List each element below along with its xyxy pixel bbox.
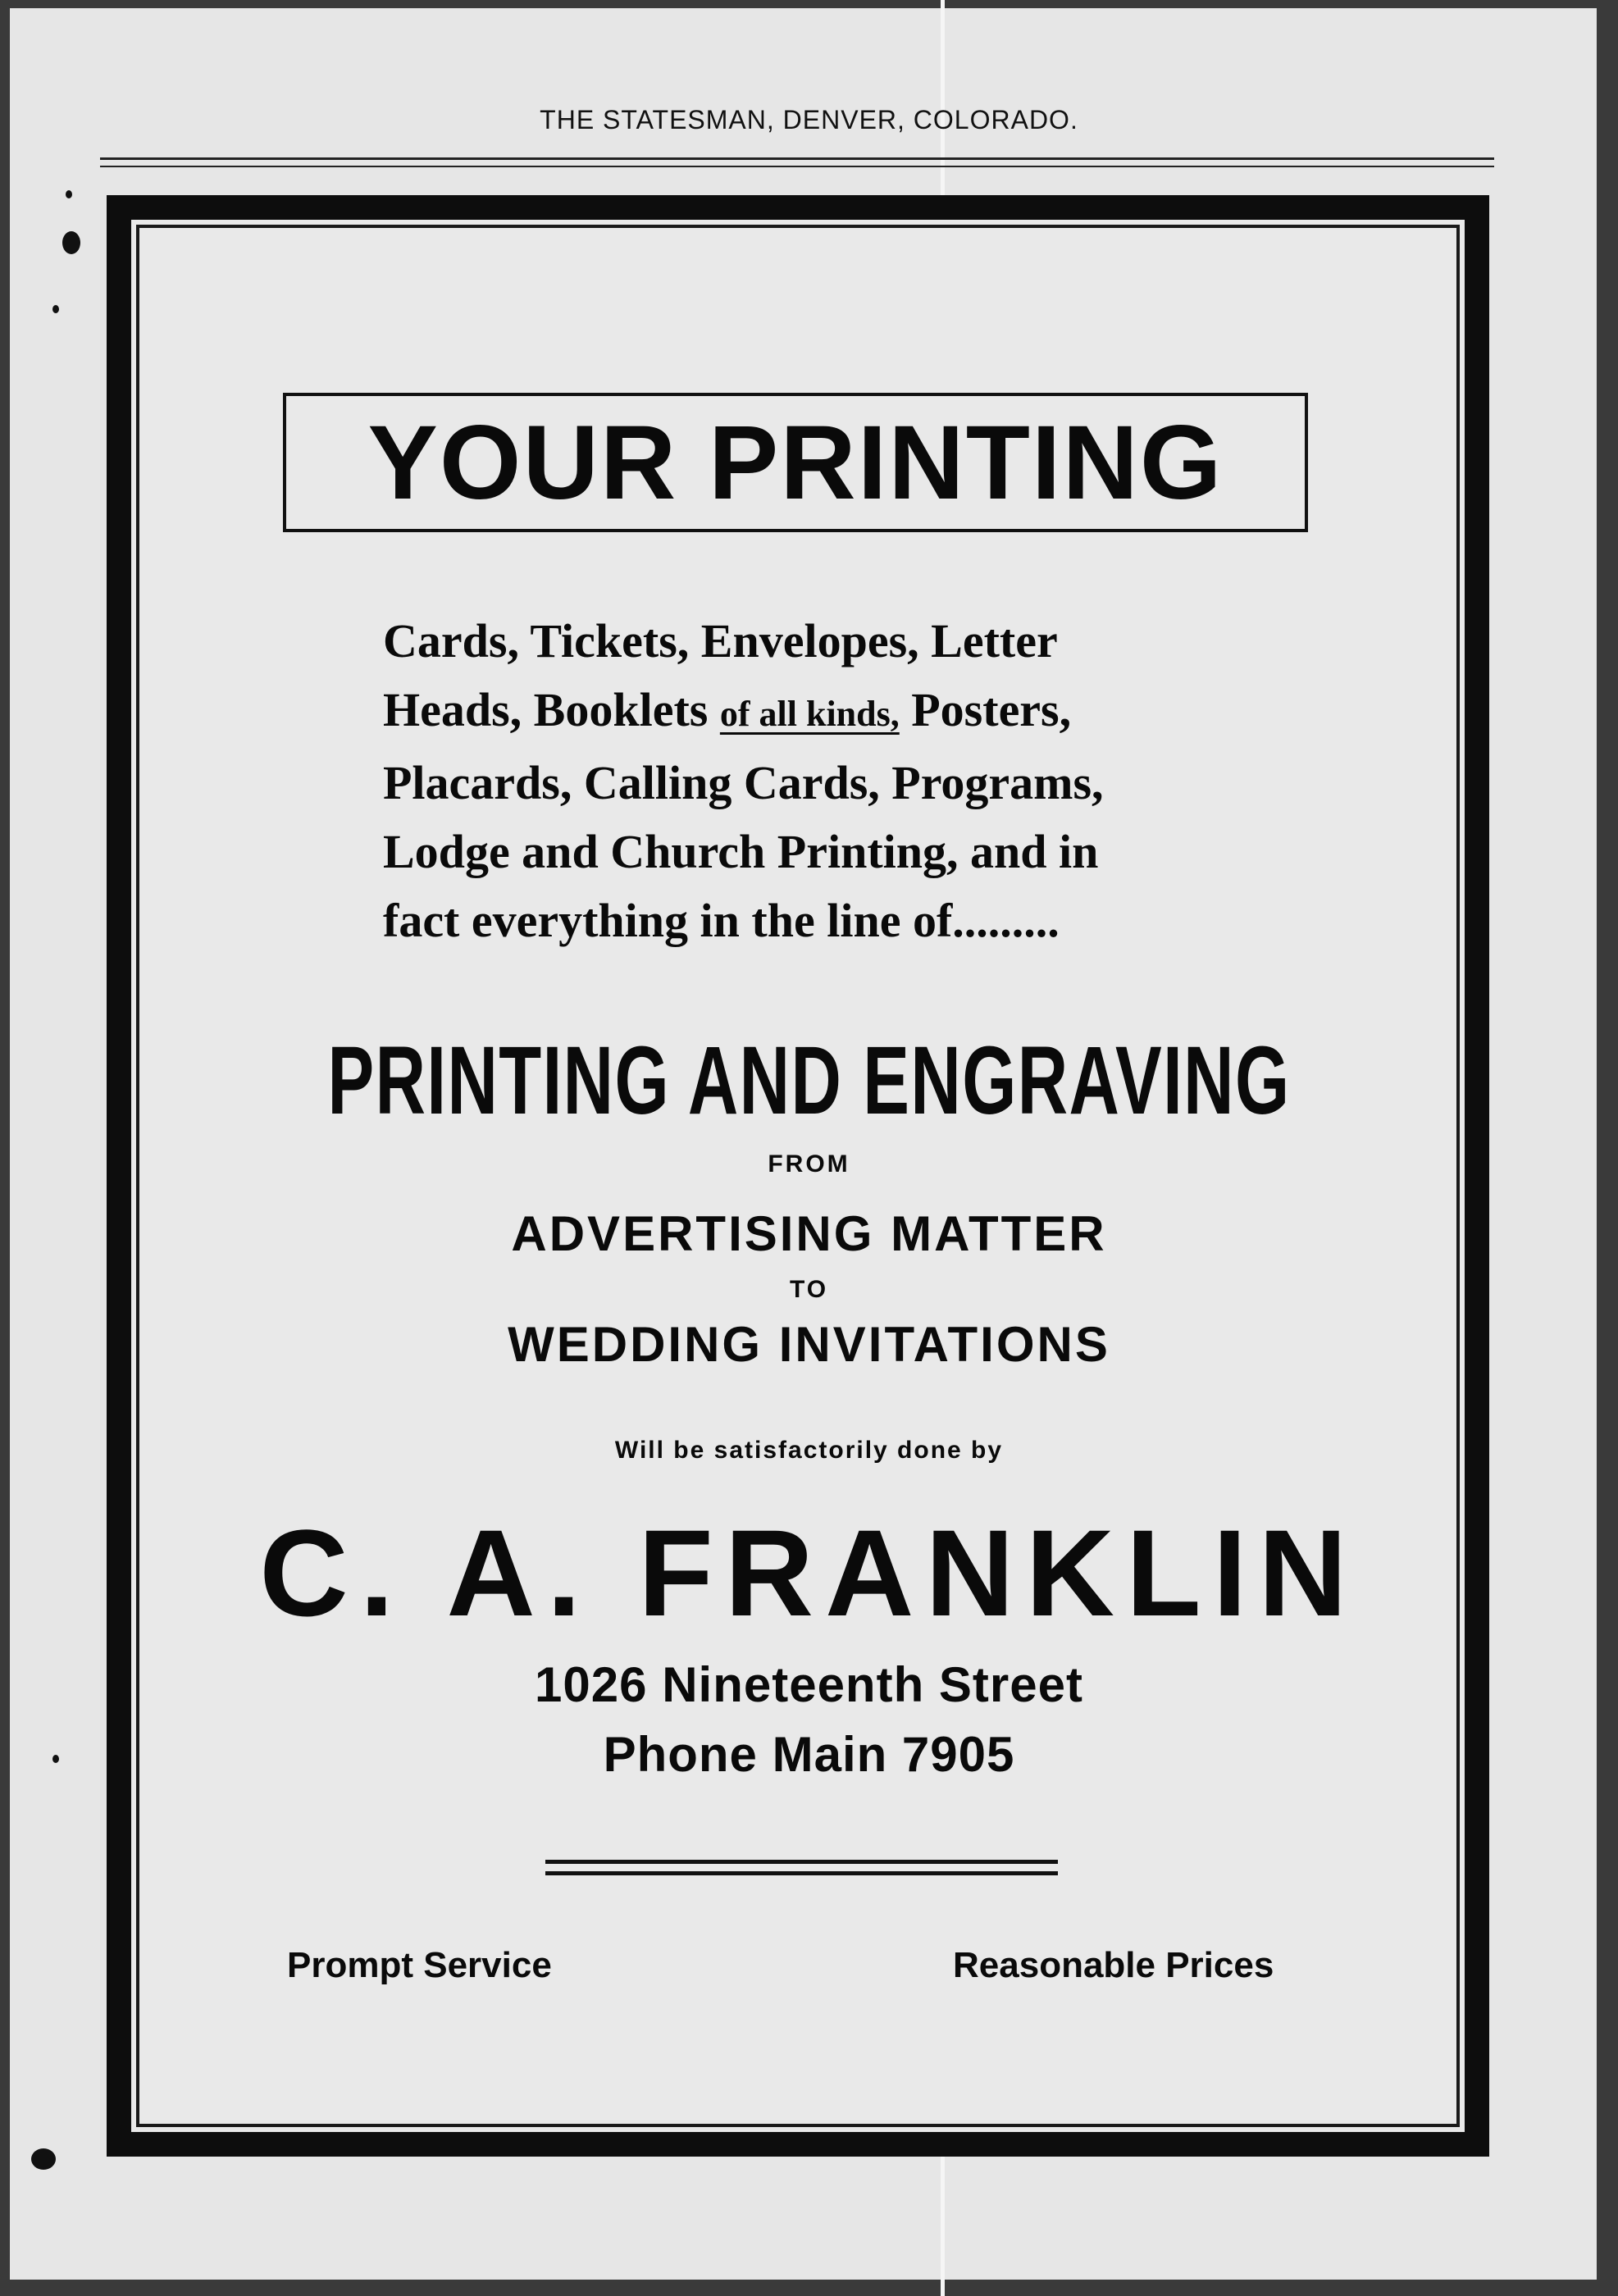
ink-speck: [52, 305, 59, 313]
services-line-2b: Posters,: [911, 683, 1072, 736]
footer-reasonable-prices: Reasonable Prices: [953, 1945, 1274, 1985]
business-name: C. A. FRANKLIN: [259, 1504, 1359, 1642]
ink-speck: [31, 2148, 56, 2170]
divider-rule-top: [545, 1860, 1058, 1864]
range-end: WEDDING INVITATIONS: [508, 1317, 1110, 1372]
range-start: ADVERTISING MATTER: [511, 1206, 1107, 1261]
services-list: [383, 607, 1228, 955]
to-label: TO: [789, 1276, 829, 1303]
newspaper-masthead: THE STATESMAN, DENVER, COLORADO.: [540, 105, 1078, 134]
masthead-rule-top: [100, 157, 1494, 160]
from-label: FROM: [768, 1150, 850, 1178]
services-line-2: [383, 676, 1228, 749]
divider-rule-bottom: [545, 1871, 1058, 1875]
ink-speck: [66, 190, 72, 198]
services-line-2-underlined: of all kinds,: [719, 694, 900, 734]
services-line-2a: Heads, Booklets: [383, 683, 709, 736]
ink-speck: [52, 1755, 59, 1763]
done-by-line: Will be satisfactorily done by: [614, 1437, 1004, 1464]
services-line-4: Lodge and Church Printing, and in: [383, 825, 1099, 878]
services-heading: PRINTING AND ENGRAVING: [327, 1027, 1291, 1135]
masthead-rule-bottom: [100, 166, 1494, 167]
ad-headline: YOUR PRINTING: [283, 393, 1308, 532]
ink-speck: [62, 231, 80, 254]
phone-number: Phone Main 7905: [603, 1727, 1015, 1782]
footer-prompt-service: Prompt Service: [287, 1945, 552, 1985]
street-address: 1026 Nineteenth Street: [535, 1657, 1083, 1712]
services-line-5: fact everything in the line of.........: [383, 894, 1060, 947]
services-line-3: Placards, Calling Cards, Programs,: [383, 756, 1104, 809]
services-line-1: Cards, Tickets, Envelopes, Letter: [383, 614, 1058, 667]
